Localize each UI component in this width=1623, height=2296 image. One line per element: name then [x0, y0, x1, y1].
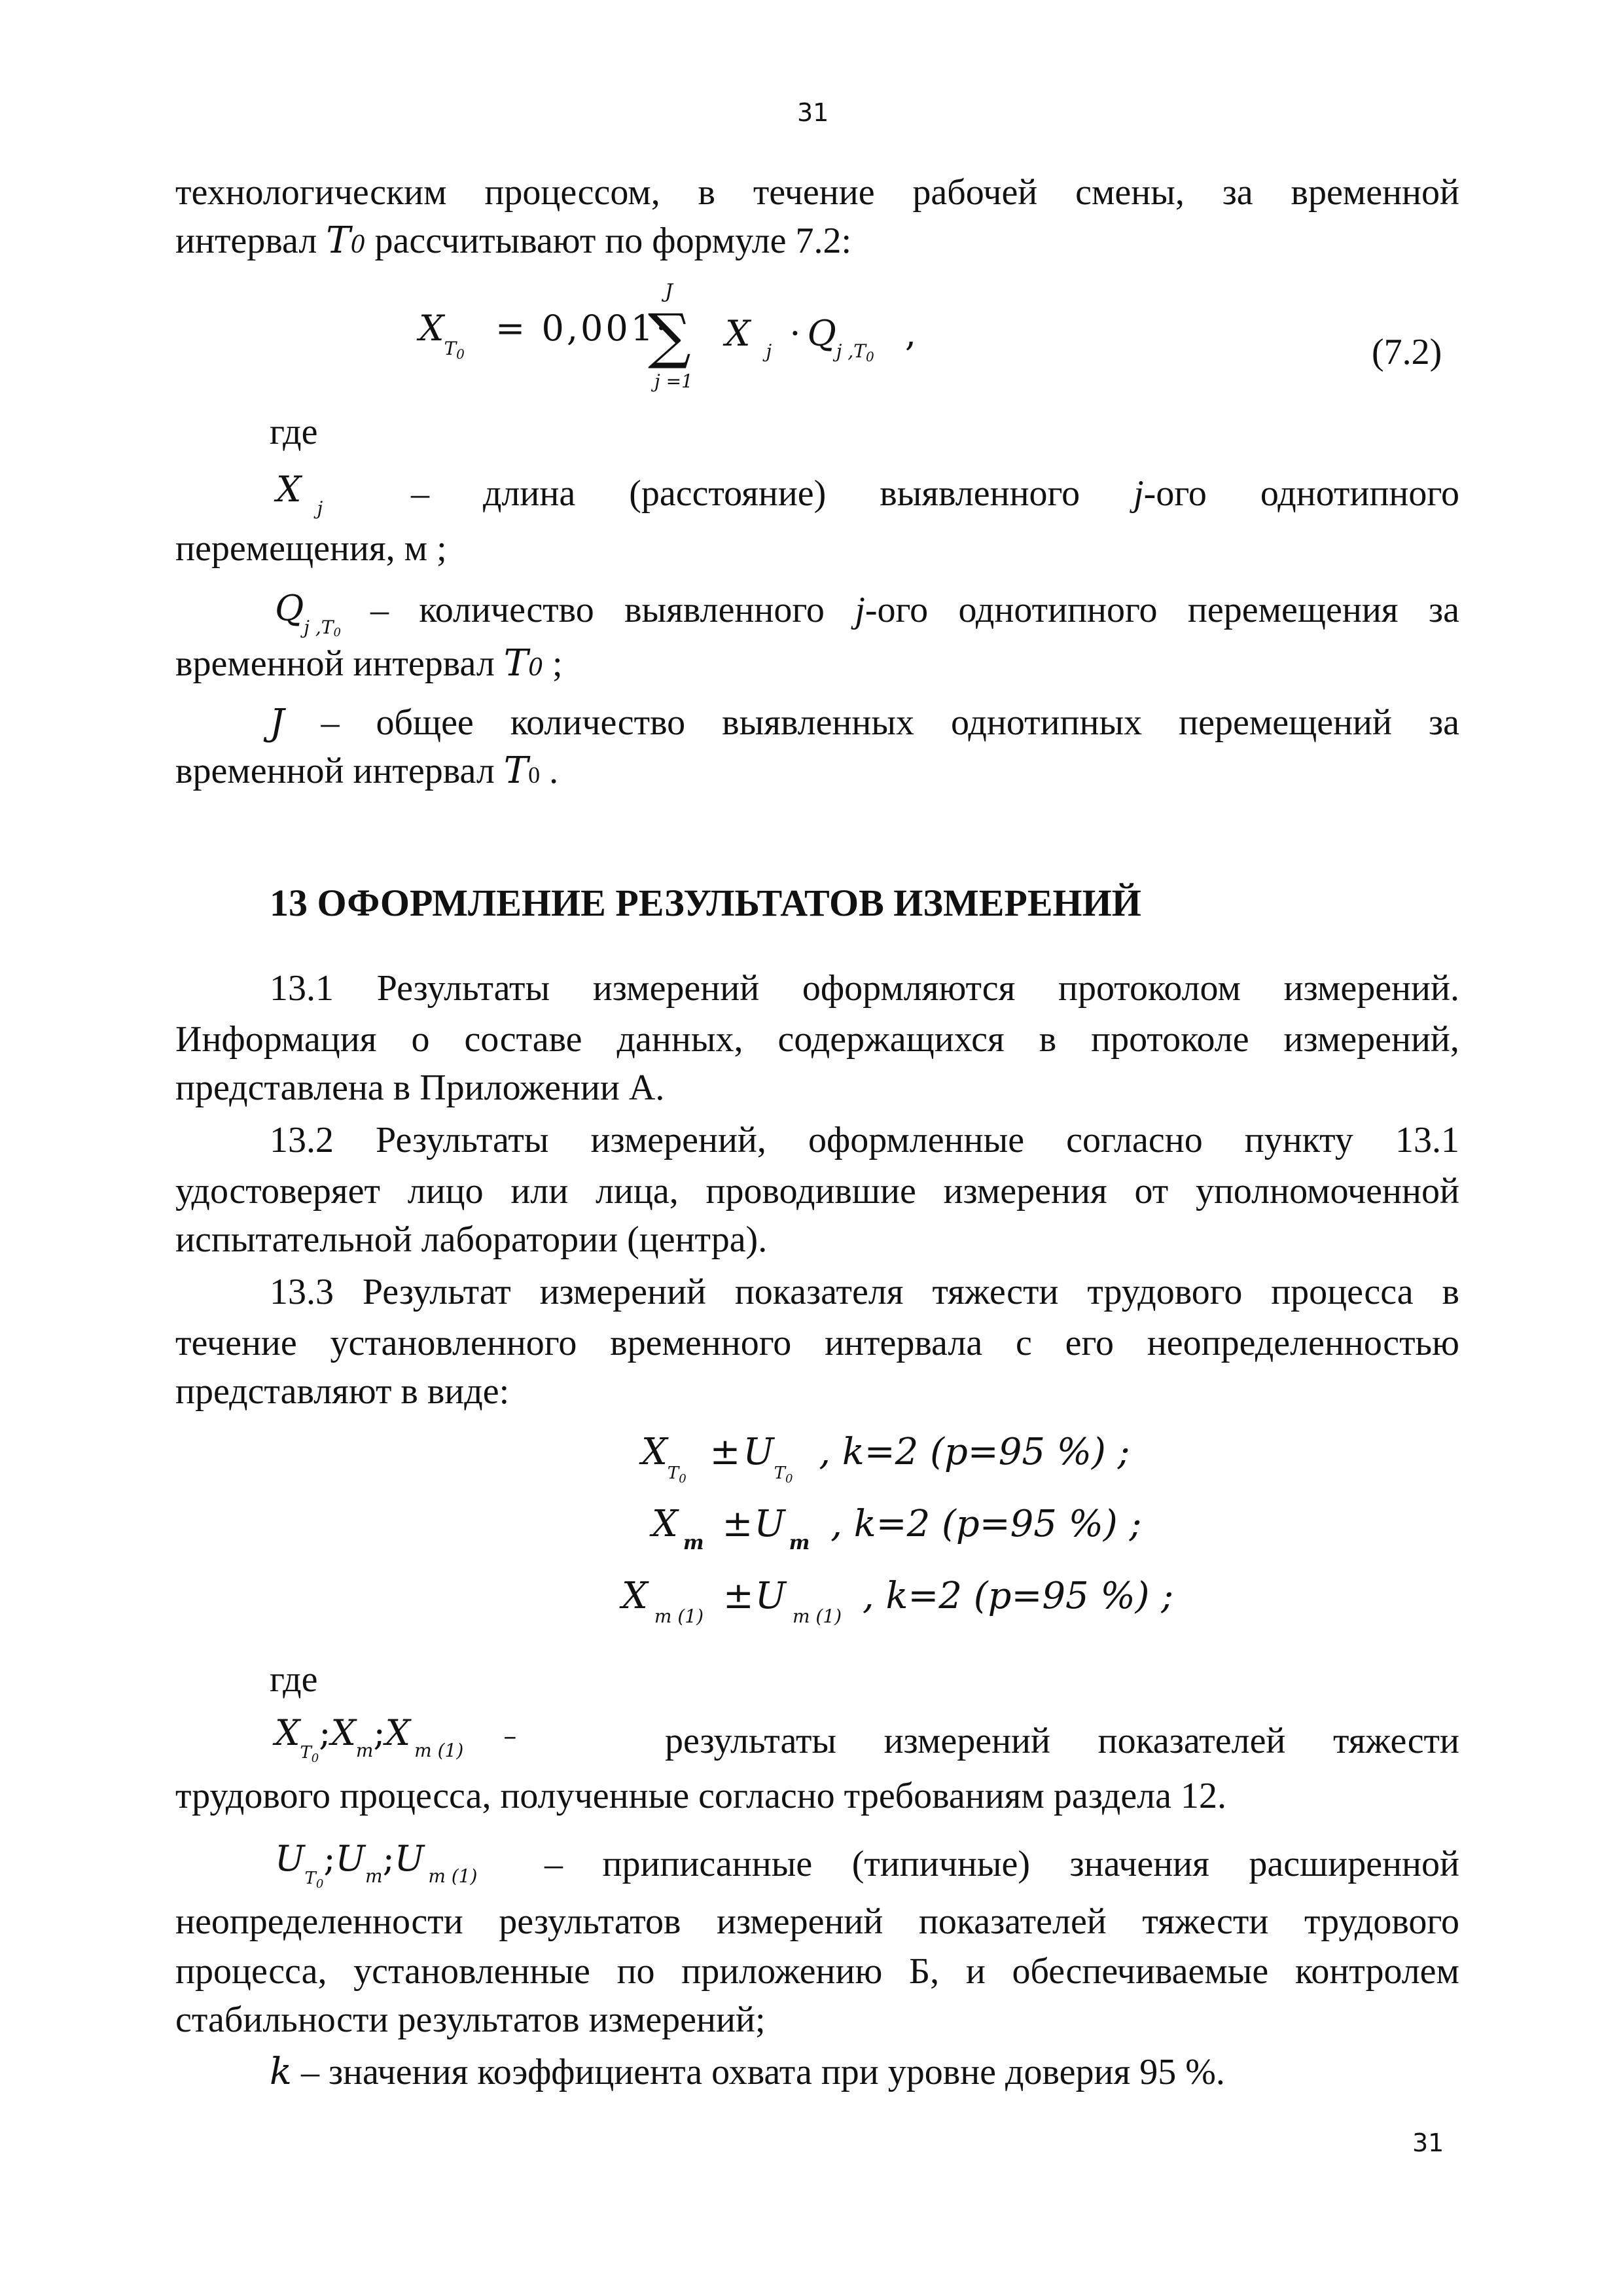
paragraph-line: представляют в виде:	[175, 1371, 510, 1412]
word: оформленные	[808, 1120, 1025, 1160]
word-italic: j	[855, 590, 865, 630]
word: пункту	[1244, 1120, 1353, 1160]
sum-upper-limit: J	[665, 280, 673, 303]
paragraph-line: представлена в Приложении А.	[175, 1067, 665, 1108]
word: тяжести	[1333, 1721, 1459, 1761]
word: –	[370, 590, 389, 630]
word: количество	[419, 590, 594, 630]
word: трудового	[1087, 1272, 1243, 1312]
word: и	[965, 1951, 986, 1992]
word: установленные	[353, 1951, 590, 1992]
symbols-x: $X_{T0};X_m;X$ $_{m (1)}$ –	[275, 1712, 517, 1765]
paragraph-line: интервал T0 рассчитывают по формуле 7.2:	[175, 219, 852, 262]
page-number-bottom: 31	[1412, 2128, 1444, 2157]
paragraph-line: временной интервал T0 ;	[175, 642, 563, 685]
word: удостоверяет	[175, 1171, 381, 1211]
word: в	[1039, 1019, 1057, 1060]
word: 13.2	[270, 1120, 334, 1160]
word: приписанные	[602, 1844, 813, 1884]
word: с	[1015, 1323, 1032, 1363]
word: –	[321, 702, 340, 743]
equation-line: X $_{m (1)}$ ±U $_{m (1)}$ , k=2 (p=95 %) ;	[622, 1575, 1174, 1627]
word: данных,	[616, 1019, 743, 1060]
word: смены,	[1075, 172, 1185, 213]
paragraph-line	[175, 1322, 1459, 1364]
paragraph-line	[544, 1843, 1459, 1885]
paragraph-line	[175, 1950, 1459, 1992]
word: измерения	[943, 1171, 1107, 1211]
word: по	[616, 1951, 655, 1992]
word: в	[1442, 1272, 1459, 1312]
word: оформляются	[802, 968, 1016, 1009]
word: количество	[510, 702, 686, 743]
word-italic: j	[1133, 473, 1144, 514]
word: 13.1	[1395, 1120, 1459, 1160]
word: измерений.	[1283, 968, 1459, 1009]
word: лицо	[407, 1171, 484, 1211]
paragraph-line	[665, 1720, 1459, 1762]
word: в	[698, 172, 715, 213]
word: Б,	[909, 1951, 940, 1992]
word: однотипного	[1260, 473, 1459, 514]
word: неопределенностью	[1147, 1323, 1459, 1363]
word: за	[1429, 702, 1459, 743]
word: однотипного	[958, 590, 1158, 630]
paragraph-line: испытательной лаборатории (центра).	[175, 1219, 768, 1260]
word: 13.3	[270, 1272, 334, 1312]
word: Информация	[175, 1019, 377, 1060]
word: выявленных	[722, 702, 915, 743]
paragraph-line	[175, 1901, 1459, 1943]
symbol-q: $Q_{j ,T0}$	[275, 588, 341, 639]
word: лица,	[596, 1171, 679, 1211]
paragraph-line	[175, 171, 1459, 213]
paragraph-line: трудового процесса, полученные согласно требованиям раздела 12.	[175, 1776, 1226, 1816]
word: 13.1	[270, 968, 334, 1009]
paragraph-line: стабильности результатов измерений;	[175, 2000, 766, 2040]
word: j-ого	[1133, 473, 1207, 514]
where-label: где	[270, 412, 318, 452]
word: процесса	[1271, 1272, 1414, 1312]
word: измерений	[592, 968, 760, 1009]
word: J	[270, 702, 285, 744]
paragraph-line	[270, 967, 1459, 1009]
word: установленного	[330, 1323, 577, 1363]
word: показателя	[734, 1272, 904, 1312]
word: Результаты	[376, 968, 550, 1009]
paragraph-line	[175, 1018, 1459, 1060]
word: измерений	[539, 1272, 706, 1312]
symbol-xj: X $_j$	[276, 469, 323, 519]
word: Результат	[362, 1272, 511, 1312]
page-number-top: 31	[797, 98, 829, 127]
word: перемещения	[1187, 590, 1399, 630]
paragraph-line	[270, 1119, 1459, 1161]
equation-line: $X_{T0} \pm U_{T0}$ , k=2 (p=95 %) ;	[641, 1431, 1130, 1486]
formula-7-2: $X_{T0} = 0,001\cdot$	[419, 308, 670, 362]
word: временного	[610, 1323, 792, 1363]
paragraph-line	[370, 589, 1459, 631]
word: его	[1065, 1323, 1115, 1363]
word: составе	[464, 1019, 582, 1060]
word: измерений,	[1283, 1019, 1459, 1060]
word: перемещений	[1179, 702, 1392, 743]
paragraph-line	[270, 1271, 1459, 1313]
word: за	[1428, 590, 1459, 630]
word: расширенной	[1249, 1844, 1459, 1884]
word: тяжести	[1142, 1901, 1269, 1942]
sum-lower-limit: j =1	[654, 370, 693, 392]
word: общее	[376, 702, 474, 743]
word: о	[411, 1019, 430, 1060]
symbols-u: $U_{T0};U_m;U$ $_{m (1)}$	[275, 1838, 478, 1891]
word: тяжести	[932, 1272, 1059, 1312]
word: длина	[482, 473, 576, 514]
paragraph-line: перемещения, м ;	[175, 528, 447, 569]
word: результатов	[499, 1901, 681, 1942]
paragraph-line	[270, 702, 1459, 744]
word: однотипных	[951, 702, 1143, 743]
word: интервала	[825, 1323, 983, 1363]
word: процесса,	[175, 1951, 327, 1992]
word: контролем	[1294, 1951, 1459, 1992]
word: –	[411, 473, 429, 514]
paragraph-line: временной интервал T0 .	[175, 749, 559, 792]
word: измерений,	[590, 1120, 766, 1160]
paragraph-line	[175, 1170, 1459, 1212]
word: рабочей	[912, 172, 1038, 213]
word: протоколом	[1058, 968, 1241, 1009]
equation-line: X $_m$ ±U $_m$ , k=2 (p=95 %) ;	[652, 1503, 1142, 1554]
word: уполномоченной	[1195, 1171, 1459, 1211]
word: течение	[753, 172, 875, 213]
word: за	[1222, 172, 1253, 213]
word: течение	[175, 1323, 297, 1363]
word: –	[544, 1844, 563, 1884]
word: неопределенности	[175, 1901, 463, 1942]
word: трудового	[1304, 1901, 1459, 1942]
where-label: где	[270, 1659, 318, 1700]
word: значения	[1069, 1844, 1209, 1884]
word: или	[510, 1171, 569, 1211]
word: Результаты	[376, 1120, 549, 1160]
word: измерений	[883, 1721, 1050, 1761]
word: измерений	[717, 1901, 883, 1942]
word: результаты	[665, 1721, 837, 1761]
word: показателей	[918, 1901, 1107, 1942]
equation-number: (7.2)	[1372, 332, 1442, 372]
word: процессом,	[484, 172, 660, 213]
word: (типичные)	[851, 1844, 1030, 1884]
word: содержащихся	[777, 1019, 1005, 1060]
formula-7-2-terms: X $_j \cdot Q_{j ,T0}$ ,	[725, 313, 917, 365]
word: (расстояние)	[629, 473, 827, 514]
word: протоколе	[1091, 1019, 1249, 1060]
paragraph-line: k – значения коэффициента охвата при уровне доверия 95 %.	[270, 2051, 1225, 2093]
word: выявленного	[624, 590, 825, 630]
word: временной	[1291, 172, 1459, 213]
section-title: 13 ОФОРМЛЕНИЕ РЕЗУЛЬТАТОВ ИЗМЕРЕНИЙ	[270, 882, 1141, 924]
word: технологическим	[175, 172, 447, 213]
word: j-ого	[855, 590, 929, 630]
word: от	[1134, 1171, 1169, 1211]
paragraph-line	[411, 473, 1459, 514]
word: выявленного	[880, 473, 1080, 514]
word: показателей	[1097, 1721, 1286, 1761]
sum-symbol: ∑	[648, 301, 691, 371]
word: согласно	[1066, 1120, 1203, 1160]
word: приложению	[681, 1951, 883, 1992]
word: проводившие	[705, 1171, 916, 1211]
word: обеспечиваемые	[1012, 1951, 1269, 1992]
